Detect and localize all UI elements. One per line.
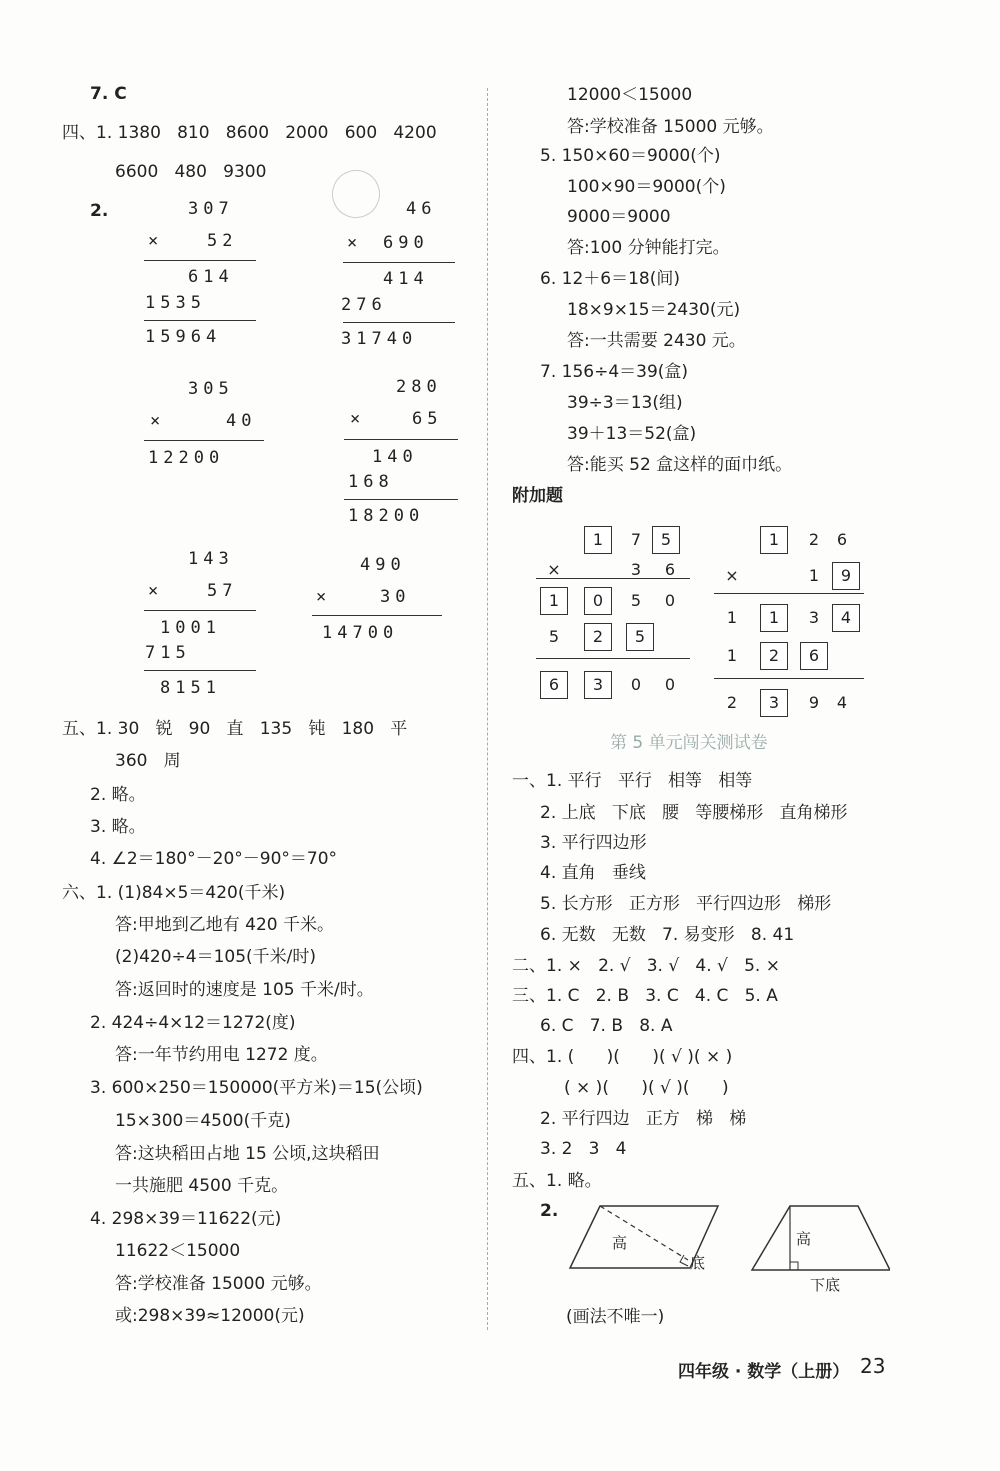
answer-line: 答:100 分钟能打完。 bbox=[567, 238, 730, 258]
answer-line: 39＋13＝52(盒) bbox=[567, 424, 697, 444]
calc-partial: 276 bbox=[341, 295, 387, 315]
digit: 4 bbox=[836, 693, 848, 712]
answer-line: 四、1. ( )( )( √ )( × ) bbox=[512, 1047, 733, 1067]
answer-line: 5. 长方形 正方形 平行四边形 梯形 bbox=[540, 894, 832, 914]
answer-line: 五、1. 30 锐 90 直 135 钝 180 平 bbox=[62, 719, 408, 739]
calc-partial: 614 bbox=[188, 267, 234, 287]
figure-label: 高 bbox=[796, 1230, 812, 1248]
answer-line: 18×9×15＝2430(元) bbox=[567, 300, 741, 320]
answer-label: 2. bbox=[540, 1201, 559, 1221]
answer-line: 6. 无数 无数 7. 易变形 8. 41 bbox=[540, 925, 795, 945]
calc-operator: × bbox=[148, 581, 164, 601]
answer-line: 11622＜15000 bbox=[115, 1241, 241, 1261]
multiply-sign: × bbox=[547, 560, 561, 579]
digit-box: 0 bbox=[584, 587, 612, 615]
answer-line: 六、1. (1)84×5＝420(千米) bbox=[62, 883, 286, 903]
answer-line: 或:298×39≈12000(元) bbox=[115, 1306, 305, 1326]
calc-partial: 414 bbox=[383, 269, 429, 289]
calc-partial: 1001 bbox=[160, 618, 221, 638]
calc-multiplier: 30 bbox=[380, 587, 411, 607]
answer-line: 4. 298×39＝11622(元) bbox=[90, 1209, 282, 1229]
answer-line: 3. 略。 bbox=[90, 817, 146, 837]
answer-line: 二、1. × 2. √ 3. √ 4. √ 5. × bbox=[512, 956, 780, 976]
answer-line: 一共施肥 4500 千克。 bbox=[115, 1176, 289, 1196]
calc-multiplier: 65 bbox=[412, 409, 443, 429]
calc-result: 12200 bbox=[148, 448, 225, 468]
calc-rule bbox=[144, 440, 264, 441]
figure-label: 高 bbox=[612, 1234, 628, 1252]
calc-multiplier: 52 bbox=[207, 231, 238, 251]
answer-line: 7. 156÷4＝39(盒) bbox=[540, 362, 689, 382]
digit: 2 bbox=[808, 530, 820, 549]
answer-line: 答:一年节约用电 1272 度。 bbox=[115, 1045, 328, 1065]
calc-multiplicand: 280 bbox=[396, 377, 442, 397]
calc-operator: × bbox=[350, 409, 366, 429]
digit: 0 bbox=[664, 591, 676, 610]
figure-label: 下底 bbox=[810, 1276, 841, 1294]
calc-multiplier: 690 bbox=[383, 233, 429, 253]
digit-box: 5 bbox=[626, 623, 654, 651]
digit-box: 9 bbox=[832, 562, 860, 590]
digit: 3 bbox=[630, 560, 642, 579]
column-divider bbox=[487, 88, 488, 1330]
calc-partial: 715 bbox=[145, 643, 191, 663]
answer-line: 5. 150×60＝9000(个) bbox=[540, 146, 721, 166]
figure-label: 底 bbox=[690, 1254, 706, 1272]
digit: 7 bbox=[630, 530, 642, 549]
digit-box: 2 bbox=[584, 623, 612, 651]
digit-box: 1 bbox=[760, 604, 788, 632]
digit-box: 1 bbox=[760, 526, 788, 554]
digit-box: 5 bbox=[652, 526, 680, 554]
answer-line: 2. 略。 bbox=[90, 785, 146, 805]
digit: 5 bbox=[630, 591, 642, 610]
calc-rule bbox=[144, 610, 256, 611]
answer-line: 2. 平行四边 正方 梯 梯 bbox=[540, 1109, 747, 1129]
calc-operator: × bbox=[150, 411, 166, 431]
answer-line: 答:这块稻田占地 15 公顷,这块稻田 bbox=[115, 1144, 380, 1164]
digit: 0 bbox=[664, 675, 676, 694]
answer-line: 答:一共需要 2430 元。 bbox=[567, 331, 746, 351]
multiply-sign: × bbox=[725, 566, 739, 585]
calc-operator: × bbox=[148, 231, 164, 251]
digit-box: 1 bbox=[540, 587, 568, 615]
calc-multiplier: 40 bbox=[226, 411, 257, 431]
calc-rule bbox=[714, 593, 864, 594]
digit: 1 bbox=[726, 608, 738, 627]
calc-multiplicand: 490 bbox=[360, 555, 406, 575]
calc-rule bbox=[344, 439, 458, 440]
calc-result: 15964 bbox=[145, 327, 222, 347]
answer-line: 四、1. 1380 810 8600 2000 600 4200 bbox=[62, 123, 437, 143]
digit-box: 6 bbox=[800, 642, 828, 670]
answer-line: 答:能买 52 盒这样的面巾纸。 bbox=[567, 455, 793, 475]
calc-rule bbox=[536, 658, 690, 659]
trapezoid-shape bbox=[752, 1206, 890, 1270]
calc-operator: × bbox=[347, 233, 363, 253]
digit-box: 3 bbox=[584, 671, 612, 699]
calc-rule bbox=[144, 260, 256, 261]
geometry-figures bbox=[560, 1200, 890, 1300]
calc-rule bbox=[144, 670, 256, 671]
calc-rule bbox=[714, 678, 864, 679]
digit: 1 bbox=[808, 566, 820, 585]
right-angle-mark bbox=[790, 1262, 798, 1270]
answer-line: 6. C 7. B 8. A bbox=[540, 1016, 673, 1036]
calc-rule bbox=[343, 262, 455, 263]
calc-rule bbox=[536, 578, 690, 579]
answer-line: 6. 12＋6＝18(间) bbox=[540, 269, 680, 289]
digit-box: 6 bbox=[540, 671, 568, 699]
calc-partial: 140 bbox=[372, 447, 418, 467]
answer-line: 一、1. 平行 平行 相等 相等 bbox=[512, 771, 753, 791]
answer-line: 4. 直角 垂线 bbox=[540, 863, 646, 883]
answer-line: 3. 2 3 4 bbox=[540, 1139, 627, 1159]
answer-label: 2. bbox=[90, 201, 109, 221]
answer-line: (2)420÷4＝105(千米/时) bbox=[115, 947, 317, 967]
answer-line: 答:甲地到乙地有 420 千米。 bbox=[115, 915, 334, 935]
calc-rule bbox=[344, 499, 458, 500]
calc-rule bbox=[312, 615, 442, 616]
answer-line: 7. C bbox=[90, 84, 127, 104]
calc-multiplicand: 307 bbox=[188, 199, 234, 219]
calc-rule bbox=[144, 320, 256, 321]
digit: 5 bbox=[548, 627, 560, 646]
calc-multiplicand: 143 bbox=[188, 549, 234, 569]
answer-line: 答:学校准备 15000 元够。 bbox=[115, 1274, 322, 1294]
digit: 3 bbox=[808, 608, 820, 627]
answer-line: 三、1. C 2. B 3. C 4. C 5. A bbox=[512, 986, 778, 1006]
answer-line: 2. 424÷4×12＝1272(度) bbox=[90, 1013, 296, 1033]
answer-line: 答:返回时的速度是 105 千米/时。 bbox=[115, 980, 374, 1000]
answer-line: 100×90＝9000(个) bbox=[567, 177, 726, 197]
answer-line: 3. 平行四边形 bbox=[540, 833, 647, 853]
calc-multiplicand: 46 bbox=[406, 199, 437, 219]
calc-rule bbox=[343, 322, 455, 323]
calc-partial: 168 bbox=[348, 472, 394, 492]
section-heading: 附加题 bbox=[512, 486, 563, 506]
right-angle-mark bbox=[680, 1255, 688, 1266]
calc-multiplier: 57 bbox=[207, 581, 238, 601]
answer-line: 6600 480 9300 bbox=[115, 162, 267, 182]
stamp-mark bbox=[325, 163, 387, 225]
digit: 1 bbox=[726, 646, 738, 665]
answer-line: 4. ∠2＝180°－20°－90°＝70° bbox=[90, 849, 338, 869]
answer-line: 9000＝9000 bbox=[567, 207, 671, 227]
answer-line: 3. 600×250＝150000(平方米)＝15(公顷) bbox=[90, 1078, 423, 1098]
answer-note: (画法不唯一) bbox=[566, 1307, 665, 1327]
answer-line: 15×300＝4500(千克) bbox=[115, 1111, 291, 1131]
calc-result: 18200 bbox=[348, 506, 425, 526]
calc-multiplicand: 305 bbox=[188, 379, 234, 399]
answer-line: ( × )( )( √ )( ) bbox=[564, 1078, 729, 1098]
digit: 6 bbox=[836, 530, 848, 549]
calc-result: 31740 bbox=[341, 329, 418, 349]
answer-line: 360 周 bbox=[115, 751, 181, 771]
digit-box: 2 bbox=[760, 642, 788, 670]
digit-box: 4 bbox=[832, 604, 860, 632]
footer-grade: 四年级 · 数学（上册） bbox=[678, 1362, 850, 1382]
digit: 9 bbox=[808, 693, 820, 712]
answer-line: 2. 上底 下底 腰 等腰梯形 直角梯形 bbox=[540, 803, 848, 823]
answer-line: 39÷3＝13(组) bbox=[567, 393, 683, 413]
digit-box: 3 bbox=[760, 689, 788, 717]
answer-line: 答:学校准备 15000 元够。 bbox=[567, 117, 774, 137]
page-number: 23 bbox=[860, 1354, 886, 1378]
calc-result: 14700 bbox=[322, 623, 399, 643]
calc-partial: 1535 bbox=[145, 293, 206, 313]
digit-box: 1 bbox=[584, 526, 612, 554]
answer-line: 12000＜15000 bbox=[567, 85, 693, 105]
calc-result: 8151 bbox=[160, 678, 221, 698]
digit: 6 bbox=[664, 560, 676, 579]
digit: 2 bbox=[726, 693, 738, 712]
unit-title: 第 5 单元闯关测试卷 bbox=[610, 733, 768, 753]
answer-line: 五、1. 略。 bbox=[512, 1171, 602, 1191]
calc-operator: × bbox=[316, 587, 332, 607]
digit: 0 bbox=[630, 675, 642, 694]
